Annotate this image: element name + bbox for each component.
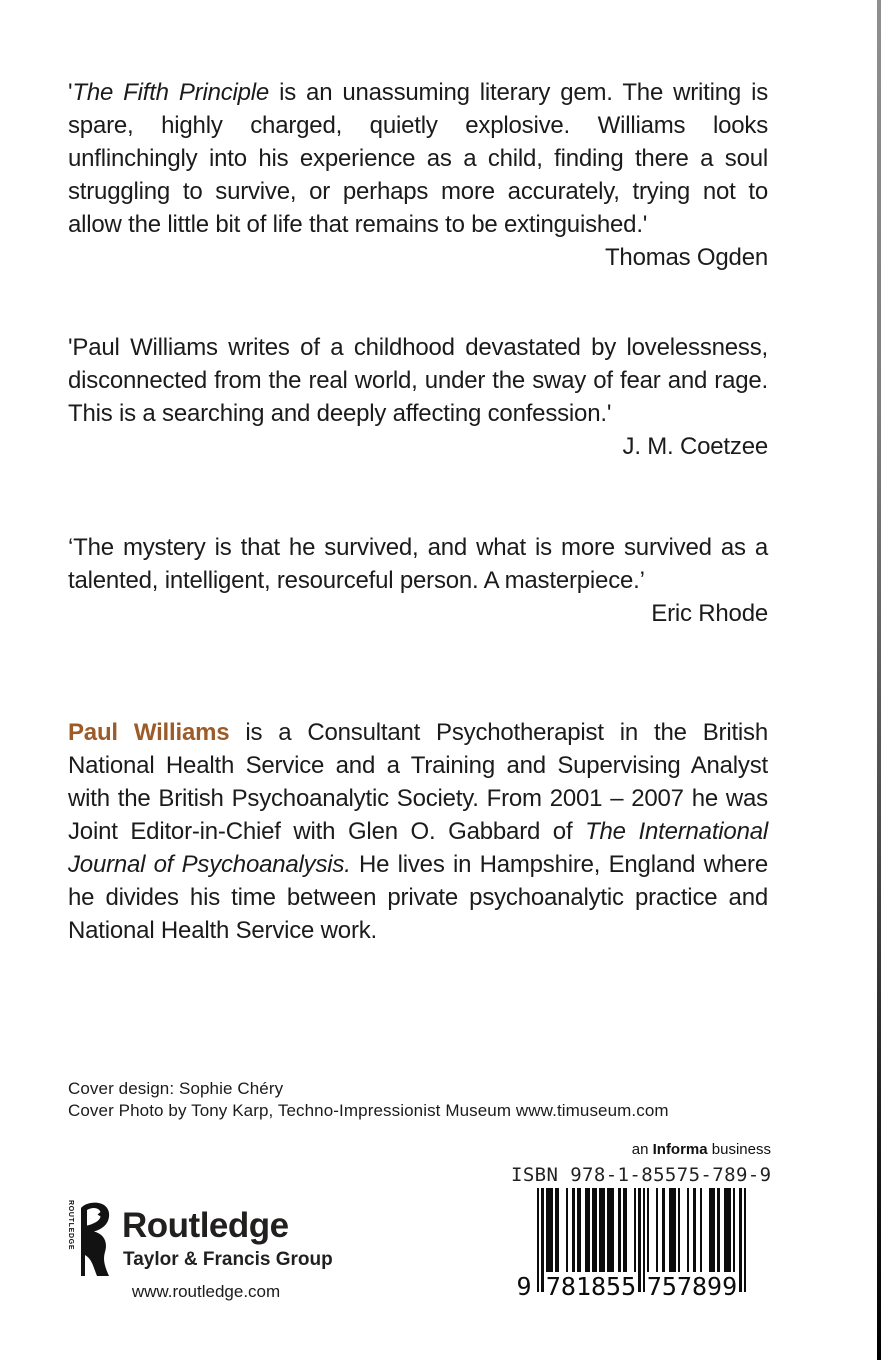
barcode-bar <box>638 1188 640 1292</box>
barcode-digits-left: 781855 <box>545 1272 637 1301</box>
barcode-bar <box>728 1188 730 1278</box>
barcode-bar <box>744 1188 746 1292</box>
quote-rhode <box>68 531 768 630</box>
barcode-bar <box>618 1188 620 1278</box>
author-name: Paul Williams <box>68 719 230 746</box>
credit-photo: Cover Photo by Tony Karp, Techno-Impressionist Museum www.timuseum.com <box>68 1101 669 1120</box>
journal-title-italic: The International Journal of Psychoanalysis. <box>68 818 768 878</box>
quote-open-mark: ' <box>68 79 73 106</box>
quote-attribution: Eric Rhode <box>651 600 768 627</box>
barcode-bar <box>594 1188 596 1278</box>
barcode-bar <box>687 1188 689 1278</box>
ean13-barcode <box>516 1188 746 1306</box>
barcode-bar <box>700 1188 702 1278</box>
barcode-bar <box>647 1188 649 1278</box>
quote-body-text: is an unassuming literary gem. The writing is spare, highly charged, quietly explosive. Williams looks unflinchingly into his experience as a child, finding there a soul struggling to survive, or perhaps more accurately, trying not to allow the little bit of life that remains to be extinguished.' <box>68 79 768 238</box>
barcode-bar <box>603 1188 605 1278</box>
credit-design: Cover design: Sophie Chéry <box>68 1079 284 1098</box>
barcode-bar <box>643 1188 645 1292</box>
barcode-bar <box>656 1188 658 1278</box>
barcode-bar <box>717 1188 719 1278</box>
barcode-bar <box>662 1188 664 1278</box>
quote-text <box>68 334 768 427</box>
quote-body-text: ‘The mystery is that he survived, and what is more survived as a talented, intelligent, resourceful person. A masterpiece.’ <box>68 534 768 594</box>
isbn-label: ISBN 978-1-85575-789-9 <box>511 1164 772 1186</box>
informa-post: business <box>707 1141 771 1158</box>
routledge-logo <box>66 1200 112 1276</box>
informa-business-line <box>632 1141 771 1158</box>
publisher-group: Taylor & Francis Group <box>123 1249 333 1270</box>
quote-attribution: Thomas Ogden <box>604 244 768 271</box>
cover-credits <box>68 1078 669 1122</box>
routledge-vertical-label: ROUTLEDGE <box>67 1200 74 1251</box>
book-title-italic: The Fifth Principle <box>72 79 270 106</box>
quote-body-text: 'Paul Williams writes of a childhood devastated by lovelessness, disconnected from the real world, under the sway of fear and rage. This is a searching and deeply affecting confession.' <box>68 334 768 427</box>
barcode-bar <box>733 1188 735 1278</box>
quote-text <box>68 79 768 238</box>
bio-text-1: is a Consultant Psychotherapist in the British National Health Service and a Training and Supervising Analyst with the British Psychoanalytic Society. From 2001 – 2007 he was Joint Editor-in-Chief with Glen O. Gabbard of <box>68 719 768 845</box>
publisher-name: Routledge <box>122 1206 289 1245</box>
bio-text-2: He lives in Hampshire, England where he divides his time between private psychoanalytic practice and National Health Service work. <box>68 851 768 944</box>
publisher-url: www.routledge.com <box>131 1282 281 1301</box>
barcode-bar <box>550 1188 552 1278</box>
routledge-r-face-icon <box>76 1200 112 1276</box>
author-bio <box>68 716 768 947</box>
barcode-bar <box>678 1188 680 1278</box>
informa-brand: Informa <box>652 1141 708 1158</box>
barcode-bar <box>625 1188 627 1278</box>
quote-attribution: J. M. Coetzee <box>622 433 768 460</box>
barcode-bar <box>541 1188 543 1292</box>
barcode-bar <box>566 1188 568 1278</box>
barcode-digits-right: 757899 <box>646 1272 738 1301</box>
page-edge-shadow <box>877 0 881 1360</box>
barcode-bar <box>579 1188 581 1278</box>
barcode-bar <box>612 1188 614 1278</box>
barcode-bar <box>634 1188 636 1278</box>
quote-coetzee <box>68 331 768 463</box>
barcode-digit-first: 9 <box>516 1272 532 1301</box>
barcode-bar <box>537 1188 539 1292</box>
barcode-bar <box>739 1188 741 1292</box>
informa-pre: an <box>631 1141 653 1158</box>
quote-text <box>68 534 768 594</box>
barcode-bar <box>673 1188 675 1278</box>
barcode-bar <box>572 1188 574 1278</box>
barcode-bar <box>713 1188 715 1278</box>
barcode-bar <box>693 1188 695 1278</box>
quote-ogden <box>68 76 768 274</box>
barcode-bar <box>557 1188 559 1278</box>
barcode-bar <box>588 1188 590 1278</box>
